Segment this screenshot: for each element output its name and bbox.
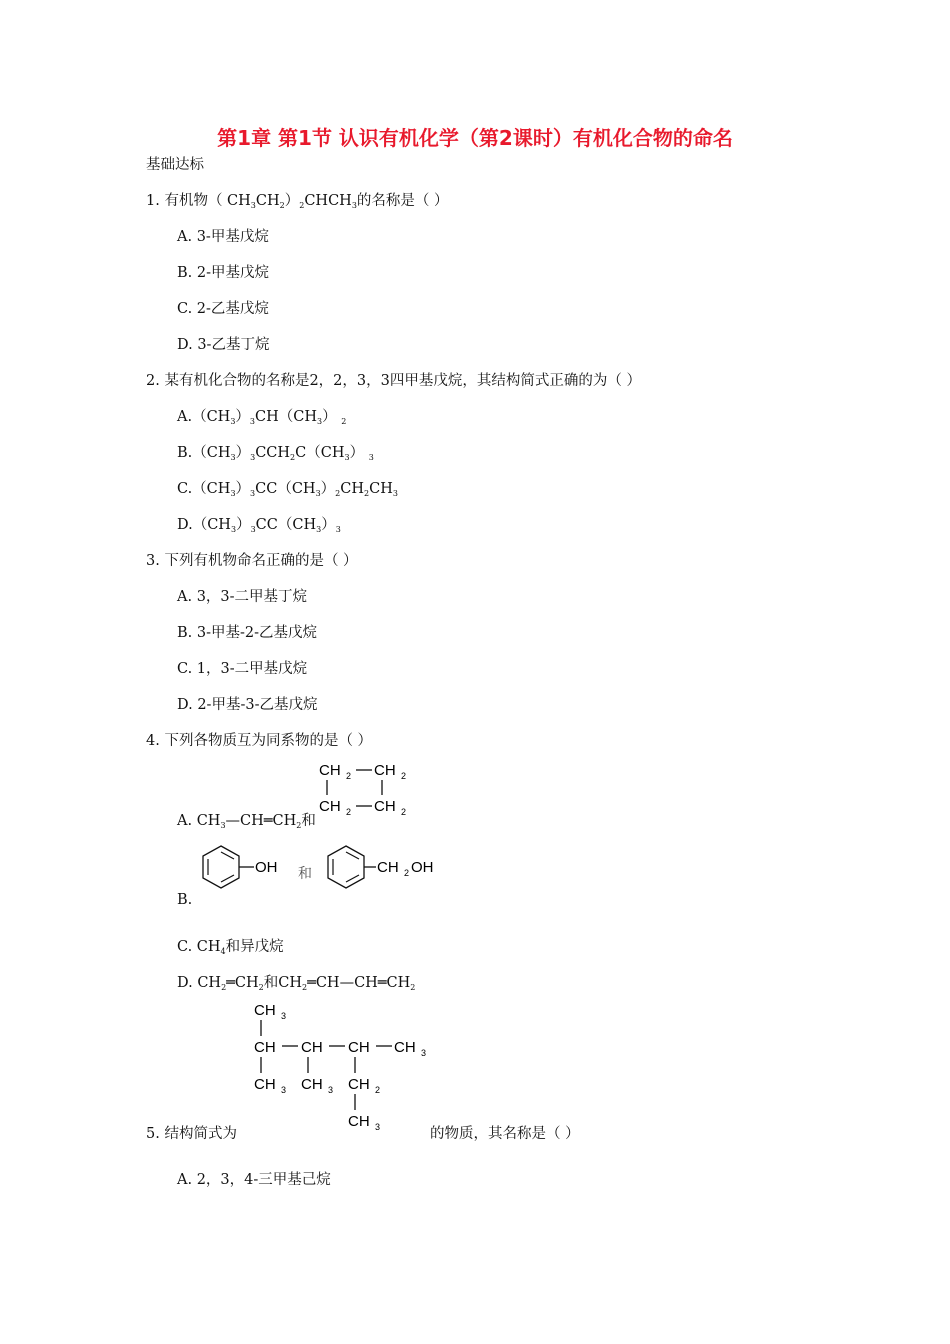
ring-ch2-4: CH [374,798,396,815]
q5-main-ch-4: CH [394,1039,416,1056]
q4-option-a: A. $CH_3—CH═CH_2$和 [177,813,316,830]
ring-sub-4: 2 [401,807,407,817]
phenol-oh: OH [255,859,278,876]
q5-option-a: A. 2，3，4-三甲基己烷 [177,1172,331,1188]
q3-option-a: A. 3，3-二甲基丁烷 [177,589,308,605]
q5-top-sub: 3 [281,1011,287,1021]
q2-option-a: $A.(CH_3)_3CH(CH_3)$ $_2$ [177,409,347,426]
q1-option-c: C. 2-乙基戊烷 [177,301,269,317]
question-4: 4. 下列各物质互为同系物的是（ ） [146,733,373,749]
q5-low-sub-1: 3 [281,1085,287,1095]
q2-option-c: $C.(CH_3)_3CC(CH_3)_2CH_2CH_3$ [177,481,398,498]
q2-option-d: $D.(CH_3)_3CC(CH_3)_3$ [177,517,341,534]
q5-low-sub-2: 3 [328,1085,334,1095]
q2-option-b: $B.(CH_3)_3CCH_2C(CH_3)$ $_3$ [177,445,374,462]
question-3: 3. 下列有机物命名正确的是（ ） [146,553,358,569]
ring-ch2-2: CH [374,762,396,779]
benzyl-benzene-ring [328,846,376,888]
benzyl-ch: CH [377,859,399,876]
question-5-prefix: 5. 结构简式为 [146,1126,237,1142]
q5-main-ch-2: CH [301,1039,323,1056]
q5-bottom-ch: CH [348,1113,370,1130]
q4-option-c: C. $CH_4$和异戊烷 [177,939,284,956]
q1-option-b: B. 2-甲基戊烷 [177,265,269,281]
question-2: 2. 某有机化合物的名称是2，2，3，3四甲基戊烷，其结构简式正确的为（ ） [146,373,641,389]
q5-low-ch-1: CH [254,1076,276,1093]
q5-main-ch-1: CH [254,1039,276,1056]
ring-sub-1: 2 [346,771,352,781]
ring-sub-3: 2 [346,807,352,817]
q1-option-a: A. 3-甲基戊烷 [177,229,269,245]
q5-main-ch-3: CH [348,1039,370,1056]
question-5-suffix: 的物质，其名称是（ ） [430,1126,580,1142]
ring-ch2-1: CH [319,762,341,779]
q5-main-sub-4: 3 [421,1048,427,1058]
question-1: 1. 有机物（ $CH_3CH_2)_2CHCH_3$的名称是（ ） [146,193,449,210]
q5-low-ch-3: CH [348,1076,370,1093]
benzyl-sub: 2 [404,868,410,878]
section-heading: 基础达标 [146,157,204,173]
q5-low-sub-3: 2 [375,1085,381,1095]
benzyl-oh: OH [411,859,434,876]
phenol-benzene-ring [203,846,254,888]
q4-option-b-structures [198,840,448,900]
page-title: 第1章 第1节 认识有机化学（第2课时）有机化合物的命名 [217,126,733,150]
q5-top-ch: CH [254,1002,276,1019]
q4-option-d: D. $CH_2═CH_2$和$CH_2═CH—CH═CH_2$ [177,975,416,992]
q3-option-b: B. 3-甲基-2-乙基戊烷 [177,625,318,641]
q5-low-ch-2: CH [301,1076,323,1093]
ring-ch2-3: CH [319,798,341,815]
q3-option-c: C. 1，3-二甲基戊烷 [177,661,308,677]
q4-option-b-label: B. [177,892,193,908]
q5-structure [252,998,442,1136]
and-text: 和 [298,865,312,881]
q1-option-d: D. 3-乙基丁烷 [177,337,270,353]
q3-option-d: D. 2-甲基-3-乙基戊烷 [177,697,318,713]
cyclobutane-structure [316,758,416,822]
q5-bottom-sub: 3 [375,1122,381,1132]
ring-sub-2: 2 [401,771,407,781]
